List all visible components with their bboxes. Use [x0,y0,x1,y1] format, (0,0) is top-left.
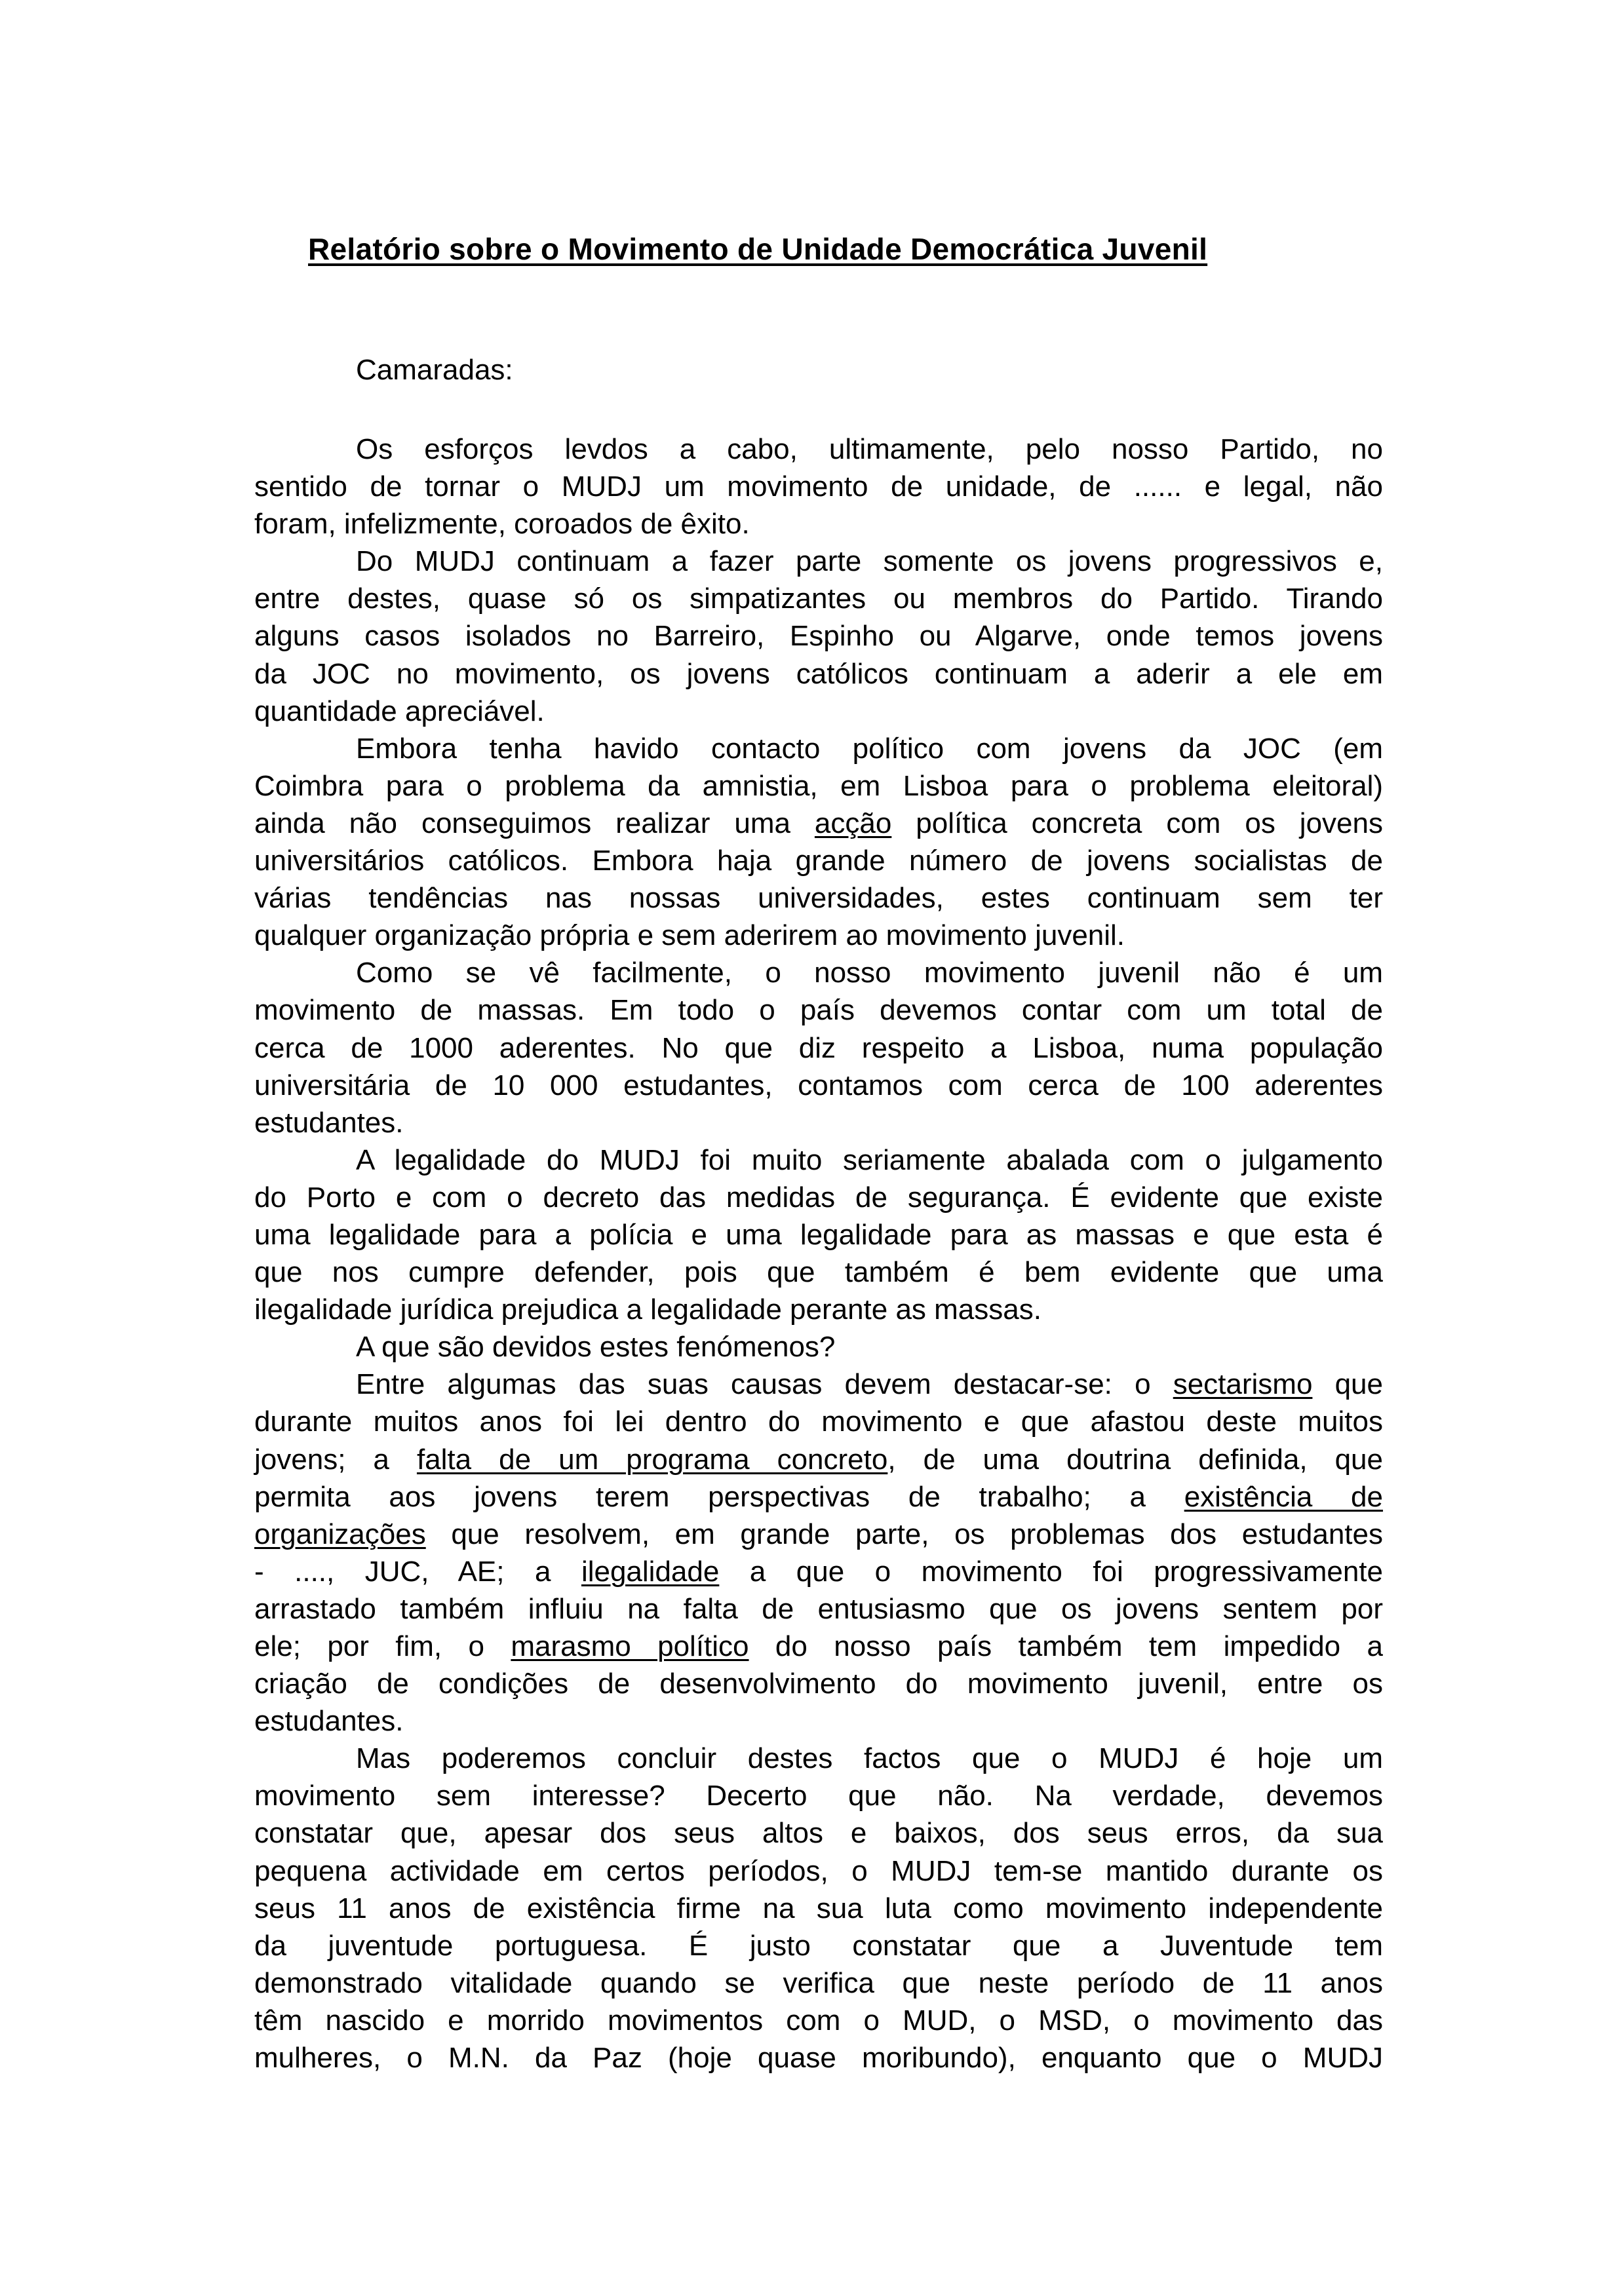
text-segment: ele; por fim, o [254,1630,511,1662]
text-segment: Do MUDJ continuam a fazer parte somente os jovens progressivos e, [356,545,1383,578]
text-line [254,2002,1383,2039]
text-line [254,1740,1383,1777]
text-line [254,1403,1383,1440]
text-segment: universitária de 10 000 estudantes, contamos com cerca de 100 aderentes [254,1069,1383,1101]
text-segment: movimento sem interesse? Decerto que não. Na verdade, devemos [254,1780,1383,1812]
text-segment: Como se vê facilmente, o nosso movimento juvenil não é um [356,957,1383,989]
text-line [254,2039,1383,2076]
text-segment: têm nascido e morrido movimentos com o MUD, o MSD, o movimento das [254,2004,1383,2037]
text-segment: constatar que, apesar dos seus altos e baixos, dos seus erros, da sua [254,1817,1383,1850]
text-line [254,1179,1383,1216]
underlined-text: ilegalidade [581,1555,720,1588]
paragraph [254,543,1383,729]
document-title: Relatório sobre o Movimento de Unidade Democrática Juvenil [308,232,1208,266]
text-segment: do Porto e com o decreto das medidas de segurança. É evidente que existe [254,1181,1383,1214]
paragraph [254,430,1383,543]
text-line [254,1029,1383,1067]
text-segment: que nos cumpre defender, pois que também é bem evidente que uma [254,1256,1383,1289]
text-line [254,505,1383,543]
text-line [254,1852,1383,1890]
text-line [254,1291,1383,1328]
text-line [254,1104,1383,1141]
salutation: Camaradas: [356,354,513,386]
text-segment: ilegalidade jurídica prejudica a legalidade perante as massas. [254,1293,1041,1326]
text-line [254,1516,1383,1553]
text-line [254,617,1383,655]
underlined-text: organizações [254,1518,426,1550]
paragraph [254,1141,1383,1328]
text-line [254,1253,1383,1291]
text-segment: permita aos jovens terem perspectivas de trabalho; a [254,1480,1184,1513]
text-line [254,1964,1383,2002]
text-segment: arrastado também influiu na falta de entusiasmo que os jovens sentem por [254,1592,1383,1625]
text-line [254,1328,1383,1366]
text-segment: seus 11 anos de existência firme na sua luta como movimento independente [254,1892,1383,1924]
text-segment: que resolvem, em grande parte, os problemas dos estudantes [425,1518,1383,1550]
text-line [254,1441,1383,1478]
paragraph [254,730,1383,955]
text-segment: quantidade apreciável. [254,695,545,727]
document-body [254,430,1383,2076]
text-segment: qualquer organização própria e sem aderirem ao movimento juvenil. [254,919,1125,952]
text-segment: A legalidade do MUDJ foi muito seriamente abalada com o julgamento [356,1143,1383,1176]
text-segment: Entre algumas das suas causas devem destacar-se: o [356,1368,1173,1401]
text-line [254,1590,1383,1628]
text-line [254,1553,1383,1590]
text-line [254,693,1383,730]
text-segment: da JOC no movimento, os jovens católicos continuam a aderir a ele em [254,657,1383,690]
text-line [254,543,1383,580]
text-line [254,1702,1383,1740]
text-line [254,917,1383,954]
text-segment: Mas poderemos concluir destes factos que o MUDJ é hoje um [356,1742,1383,1775]
text-line [254,430,1383,468]
text-line [254,1890,1383,1927]
text-segment: várias tendências nas nossas universidades, estes continuam sem ter [254,882,1383,915]
text-segment: que [1312,1368,1383,1401]
text-segment: , de uma doutrina definida, que [887,1443,1383,1476]
paragraph [254,954,1383,1141]
underlined-text: acção [814,807,892,839]
text-segment: universitários católicos. Embora haja grande número de jovens socialistas de [254,845,1383,877]
text-line [254,842,1383,879]
text-segment: demonstrado vitalidade quando se verifica que neste período de 11 anos [254,1966,1383,1999]
text-line [254,1067,1383,1104]
text-segment: cerca de 1000 aderentes. No que diz respeito a Lisboa, numa população [254,1031,1383,1064]
text-segment: criação de condições de desenvolvimento do movimento juvenil, entre os [254,1668,1383,1700]
text-segment: da juventude portuguesa. É justo constatar que a Juventude tem [254,1929,1383,1962]
text-line [254,1628,1383,1665]
text-segment: pequena actividade em certos períodos, o MUDJ tem-se mantido durante os [254,1854,1383,1887]
text-line [254,805,1383,842]
text-line [254,954,1383,991]
text-line [254,1927,1383,1964]
text-segment: A que são devidos estes fenómenos? [356,1331,836,1364]
text-line [254,580,1383,617]
text-segment: entre destes, quase só os simpatizantes ou membros do Partido. Tirando [254,583,1383,615]
text-line [254,1366,1383,1403]
underlined-text: sectarismo [1173,1368,1313,1401]
text-segment: alguns casos isolados no Barreiro, Espinho ou Algarve, onde temos jovens [254,620,1383,653]
text-line [254,1141,1383,1179]
paragraph [254,1366,1383,1740]
text-line [254,767,1383,805]
text-segment: jovens; a [254,1443,417,1476]
text-segment: mulheres, o M.N. da Paz (hoje quase moribundo), enquanto que o MUDJ [254,2042,1383,2075]
text-segment: - ...., JUC, AE; a [254,1555,581,1588]
text-line [254,1478,1383,1516]
text-segment: Embora tenha havido contacto político com jovens da JOC (em [356,732,1383,765]
text-segment: estudantes. [254,1106,404,1139]
text-line [254,655,1383,693]
underlined-text: existência de [1184,1480,1384,1513]
text-line [254,1665,1383,1702]
text-segment: política concreta com os jovens [891,807,1383,839]
text-segment: estudantes. [254,1705,404,1738]
text-segment: sentido de tornar o MUDJ um movimento de unidade, de ...... e legal, não [254,470,1383,503]
text-segment: a que o movimento foi progressivamente [719,1555,1383,1588]
text-segment: ainda não conseguimos realizar uma [254,807,815,839]
text-line [254,1814,1383,1852]
paragraph [254,1328,1383,1366]
text-segment: do nosso país também tem impedido a [749,1630,1383,1662]
text-segment: durante muitos anos foi lei dentro do movimento e que afastou deste muitos [254,1406,1383,1438]
text-line [254,1216,1383,1253]
text-line [254,730,1383,767]
text-segment: Coimbra para o problema da amnistia, em Lisboa para o problema eleitoral) [254,769,1383,802]
underlined-text: falta de um programa concreto [416,1443,888,1476]
text-segment: uma legalidade para a polícia e uma legalidade para as massas e que esta é [254,1218,1383,1251]
text-line [254,991,1383,1029]
paragraph [254,1740,1383,2076]
text-segment: foram, infelizmente, coroados de êxito. [254,508,750,541]
text-line [254,468,1383,505]
text-line [254,1777,1383,1814]
text-segment: Os esforços levdos a cabo, ultimamente, pelo nosso Partido, no [356,433,1383,465]
underlined-text: marasmo político [511,1630,749,1662]
text-line [254,879,1383,917]
text-segment: movimento de massas. Em todo o país devemos contar com um total de [254,994,1383,1027]
